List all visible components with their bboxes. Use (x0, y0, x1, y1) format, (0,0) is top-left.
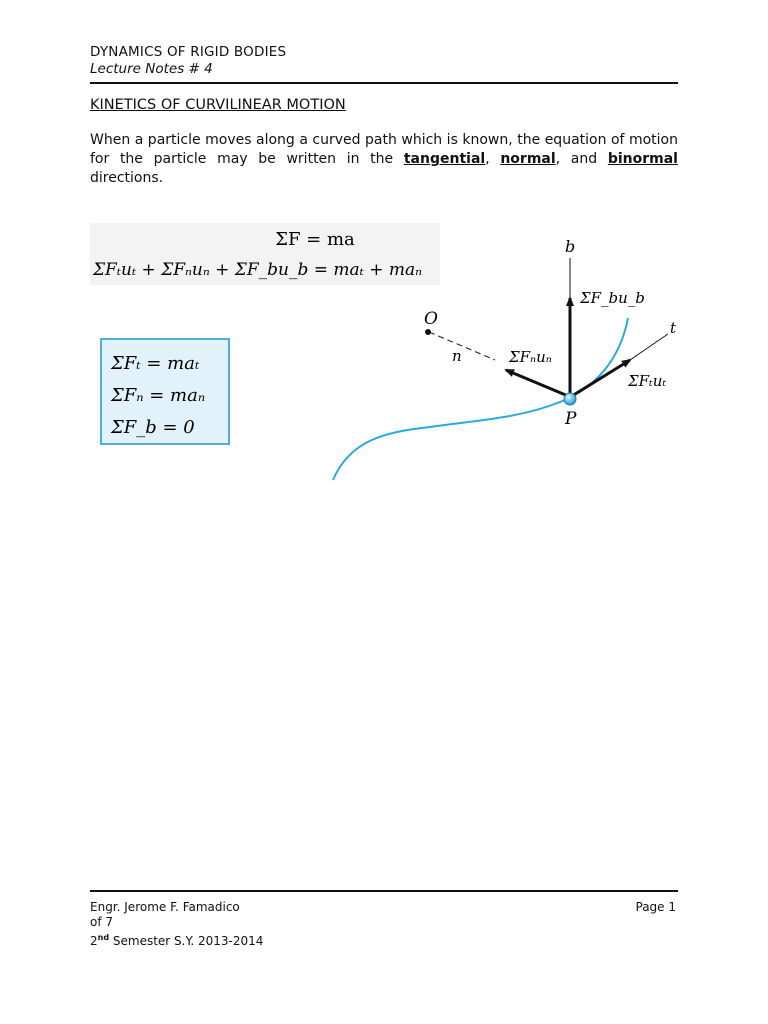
course-title: DYNAMICS OF RIGID BODIES (90, 44, 287, 60)
page-footer (90, 900, 678, 949)
semester-number: 2 (90, 934, 98, 948)
paragraph-text: directions. (90, 170, 164, 186)
term-binormal: binormal (607, 151, 678, 167)
lecture-notes-label: Lecture Notes # 4 (90, 61, 213, 77)
footer-page-number: Page 1 (635, 900, 676, 914)
tangential-force-arrow (572, 360, 630, 396)
label-tangential-force: ΣFₜuₜ (628, 372, 667, 390)
footer-rule (90, 890, 678, 892)
normal-force-arrow (506, 370, 568, 396)
center-point-O (425, 329, 431, 335)
footer-page-total: of 7 (90, 915, 114, 929)
equation-normal: ΣFₙ = maₙ (111, 385, 206, 406)
paragraph-separator: , and (555, 151, 608, 167)
label-n: n (452, 347, 462, 365)
label-normal-force: ΣFₙuₙ (509, 348, 552, 366)
equation-tangential: ΣFₜ = maₜ (111, 353, 200, 374)
label-t: t (670, 319, 677, 337)
semester-text: Semester S.Y. 2013-2014 (109, 934, 264, 948)
equation-newton: ΣF = ma (275, 229, 355, 250)
paragraph-text: When a particle moves along a curved path which is known, the equation of motion for the particle may be written in the (90, 132, 678, 167)
footer-semester (90, 930, 678, 949)
label-binormal-force: ΣF_bu_b (580, 289, 645, 307)
tangential-axis (630, 334, 668, 360)
footer-author: Engr. Jerome F. Famadico (90, 900, 240, 914)
label-O: O (424, 309, 438, 329)
equation-binormal: ΣF_b = 0 (111, 417, 195, 438)
label-P: P (565, 409, 577, 429)
section-title: KINETICS OF CURVILINEAR MOTION (90, 97, 346, 113)
label-b: b (565, 237, 576, 256)
normal-axis (429, 332, 495, 360)
term-tangential: tangential (403, 151, 486, 167)
term-normal: normal (500, 151, 556, 167)
path-curve (333, 318, 628, 480)
paragraph-separator: , (485, 151, 501, 167)
equation-components: ΣFₜuₜ + ΣFₙuₙ + ΣF_bu_b = maₜ + maₙ (93, 260, 423, 280)
semester-suffix: nd (97, 933, 110, 942)
particle-P (564, 393, 576, 405)
